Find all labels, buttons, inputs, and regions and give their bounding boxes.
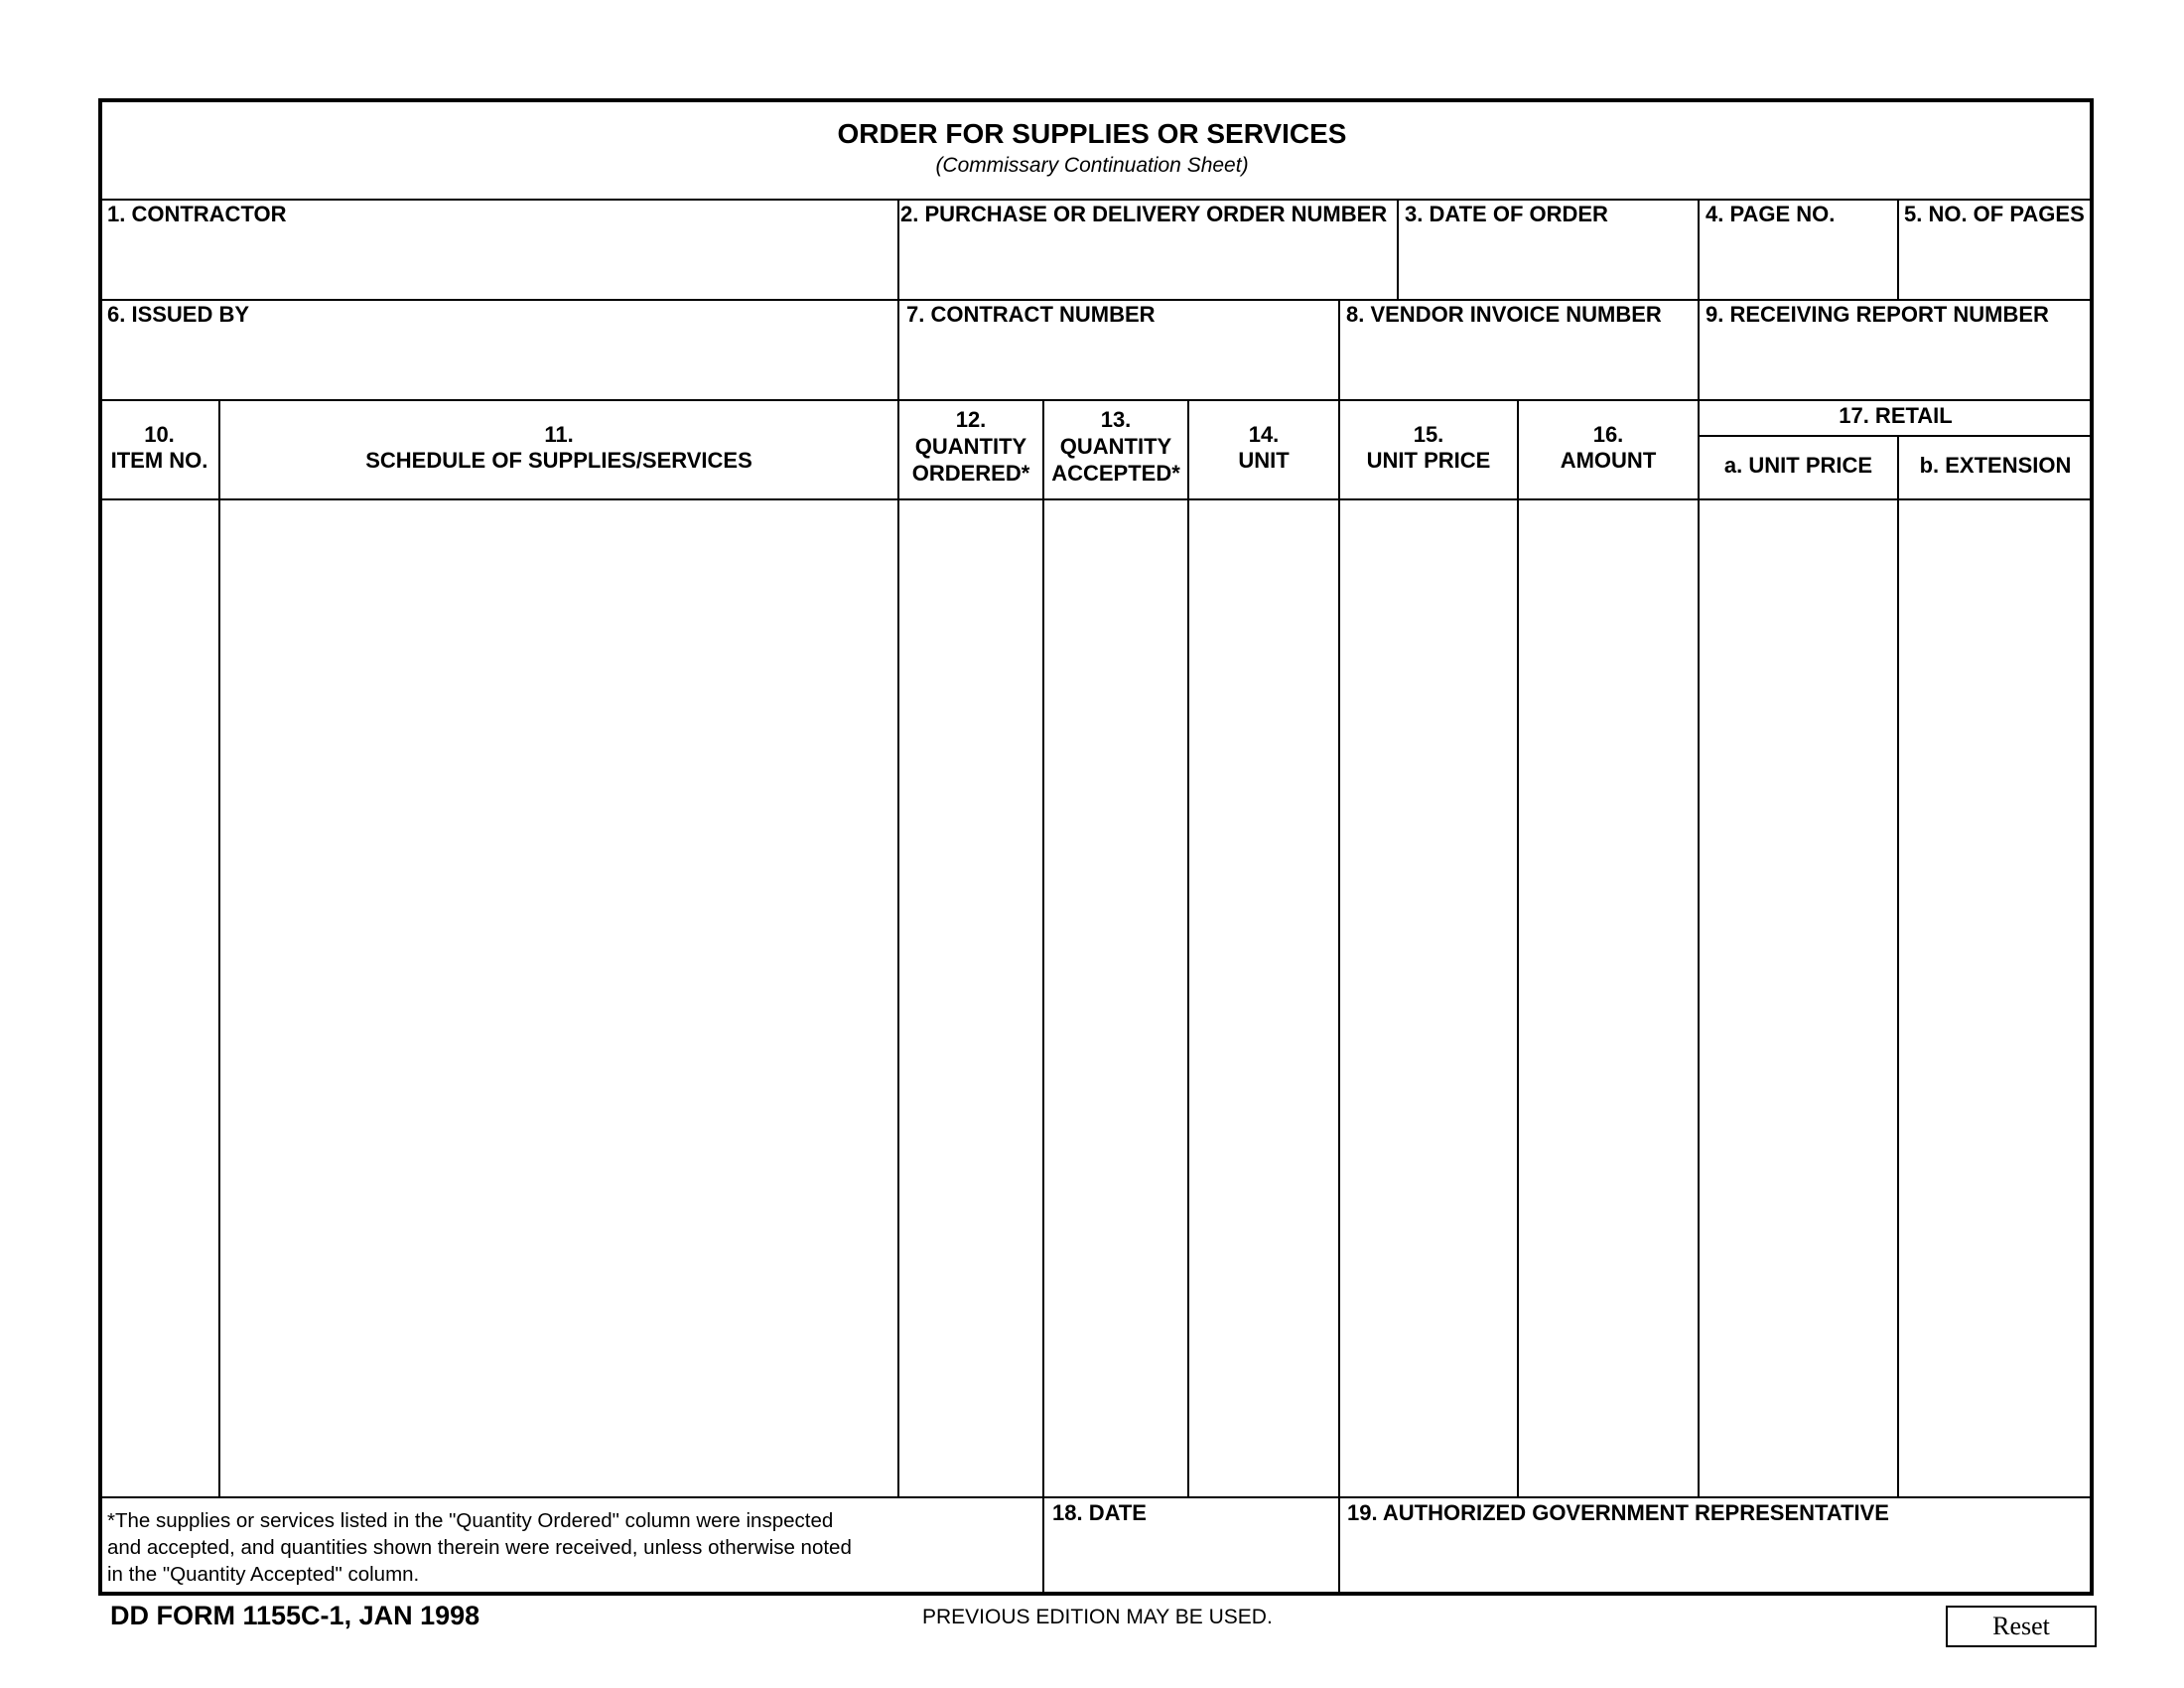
form-id: DD FORM 1155C-1, JAN 1998 <box>110 1601 480 1630</box>
retail-extension-column-input[interactable] <box>1900 501 2091 1494</box>
divider-r2-a <box>897 300 899 400</box>
acceptance-note-line3: in the "Quantity Accepted" column. <box>107 1563 420 1586</box>
col-divider-1 <box>218 400 220 1497</box>
divider-r2-b <box>1338 300 1340 400</box>
col-amount-label: AMOUNT <box>1560 448 1657 473</box>
retail-unit-price-column-input[interactable] <box>1701 501 1896 1494</box>
col-unit-price-label: UNIT PRICE <box>1366 448 1491 473</box>
col-qty-accepted-num: 13. <box>1100 407 1132 432</box>
rule-footer <box>100 1496 2092 1498</box>
col-retail-extension-label: b. EXTENSION <box>1919 453 2072 478</box>
col-unit-num: 14. <box>1248 422 1280 447</box>
col-qty-accepted-line1: QUANTITY <box>1059 434 1172 459</box>
contract-number-label: 7. CONTRACT NUMBER <box>906 302 1156 327</box>
col-qty-ordered-line2: ORDERED* <box>911 461 1030 486</box>
date-of-order-field[interactable] <box>1400 230 1697 296</box>
rule-retail-sub <box>1698 435 2092 437</box>
gov-rep-label: 19. AUTHORIZED GOVERNMENT REPRESENTATIVE <box>1347 1500 1889 1525</box>
col-schedule-label: SCHEDULE OF SUPPLIES/SERVICES <box>365 448 752 473</box>
no-of-pages-label: 5. NO. OF PAGES <box>1904 202 2085 226</box>
order-number-field[interactable] <box>900 230 1396 296</box>
divider-r1-a <box>897 200 899 300</box>
divider-r1-d <box>1897 200 1899 300</box>
rule-below-title <box>100 199 2092 201</box>
contractor-field[interactable] <box>102 230 896 296</box>
unit-price-column-input[interactable] <box>1341 501 1516 1494</box>
amount-column-input[interactable] <box>1520 501 1697 1494</box>
acceptance-note-line2: and accepted, and quantities shown therein were received, unless otherwise noted <box>107 1536 852 1559</box>
contract-number-field[interactable] <box>900 331 1337 396</box>
col-divider-7 <box>1698 400 1700 1497</box>
issued-by-field[interactable] <box>102 331 896 396</box>
col-schedule-num: 11. <box>544 422 574 447</box>
rule-headers <box>100 498 2092 500</box>
order-number-label: 2. PURCHASE OR DELIVERY ORDER NUMBER <box>900 202 1388 226</box>
rule-row1 <box>100 299 2092 301</box>
rule-row2 <box>100 399 2092 401</box>
col-divider-2 <box>897 400 899 1497</box>
issued-by-label: 6. ISSUED BY <box>107 302 250 327</box>
no-of-pages-field[interactable] <box>1900 230 2091 296</box>
col-divider-4 <box>1187 400 1189 1497</box>
unit-column-input[interactable] <box>1190 501 1337 1494</box>
vendor-invoice-label: 8. VENDOR INVOICE NUMBER <box>1346 302 1662 327</box>
divider-r2-c <box>1698 300 1700 400</box>
col-unit-price-num: 15. <box>1413 422 1444 447</box>
col-divider-6 <box>1517 400 1519 1497</box>
date-label: 18. DATE <box>1052 1500 1147 1525</box>
col-qty-accepted-line2: ACCEPTED* <box>1051 461 1180 486</box>
page-no-label: 4. PAGE NO. <box>1706 202 1836 226</box>
gov-rep-field[interactable] <box>1341 1529 2091 1593</box>
date-of-order-label: 3. DATE OF ORDER <box>1405 202 1608 226</box>
item-no-column-input[interactable] <box>102 501 217 1494</box>
col-retail-unit-price-label: a. UNIT PRICE <box>1723 453 1873 478</box>
schedule-column-input[interactable] <box>221 501 896 1494</box>
date-field[interactable] <box>1045 1529 1337 1593</box>
receiving-report-label: 9. RECEIVING REPORT NUMBER <box>1706 302 2049 327</box>
form-title: ORDER FOR SUPPLIES OR SERVICES <box>837 118 1347 149</box>
col-unit-label: UNIT <box>1238 448 1290 473</box>
receiving-report-field[interactable] <box>1701 331 2091 396</box>
contractor-label: 1. CONTRACTOR <box>107 202 287 226</box>
qty-accepted-column-input[interactable] <box>1045 501 1186 1494</box>
form-subtitle: (Commissary Continuation Sheet) <box>935 154 1249 177</box>
divider-r1-b <box>1397 200 1399 300</box>
edition-note: PREVIOUS EDITION MAY BE USED. <box>922 1606 1273 1628</box>
col-item-no-num: 10. <box>144 422 175 447</box>
col-qty-ordered-num: 12. <box>955 407 987 432</box>
acceptance-note-line1: *The supplies or services listed in the "Quantity Ordered" column were inspected <box>107 1509 834 1532</box>
col-divider-3 <box>1042 400 1044 1596</box>
page-no-field[interactable] <box>1701 230 1896 296</box>
vendor-invoice-field[interactable] <box>1341 331 1697 396</box>
col-divider-5 <box>1338 400 1340 1596</box>
divider-r1-c <box>1698 200 1700 300</box>
reset-button[interactable]: Reset <box>1946 1606 2097 1647</box>
col-amount-num: 16. <box>1592 422 1624 447</box>
col-qty-ordered-line1: QUANTITY <box>914 434 1027 459</box>
acceptance-note <box>107 1507 852 1588</box>
qty-ordered-column-input[interactable] <box>900 501 1041 1494</box>
col-item-no-label: ITEM NO. <box>110 448 208 473</box>
col-divider-8 <box>1897 436 1899 1497</box>
col-retail-label: 17. RETAIL <box>1839 403 1953 428</box>
